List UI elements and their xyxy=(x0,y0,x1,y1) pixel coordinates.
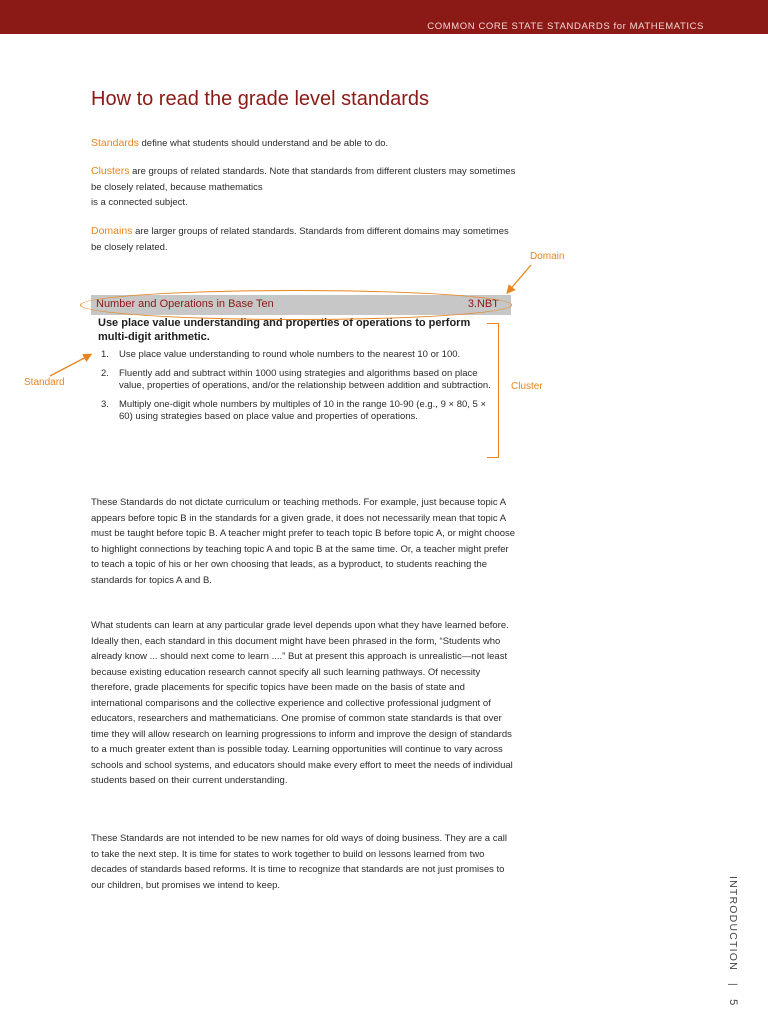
standard-item xyxy=(91,368,494,393)
standard-item xyxy=(91,399,494,424)
header-title-for: for xyxy=(613,21,627,32)
section-name: INTRODUCTION xyxy=(727,876,739,971)
cluster-bracket xyxy=(487,323,499,458)
header-bar xyxy=(0,0,768,34)
standard-callout-arrow xyxy=(50,355,90,376)
page-title: How to read the grade level standards xyxy=(91,88,429,110)
standards-list xyxy=(91,349,511,424)
definition-text-continued: is a connected subject. xyxy=(91,197,188,208)
header-title xyxy=(427,21,704,32)
body-paragraph-3: These Standards are not intended to be new names for old ways of doing business. They are a call to take the next step. It is time for states to work together to build on lessons learned from two decades of standards based reforms. It is time to recognize that standards are not just promises to our children, but promises we intend to keep. xyxy=(91,833,507,891)
cluster-heading: Use place value understanding and properties of operations to perform multi-digit arithmetic. xyxy=(98,317,471,343)
page-number: 5 xyxy=(727,999,739,1007)
definition-clusters xyxy=(91,164,521,211)
term-clusters: Clusters xyxy=(91,165,130,177)
standard-text: Use place value understanding to round whole numbers to the nearest 10 or 100. xyxy=(119,349,461,360)
body-paragraph-1: These Standards do not dictate curriculum or teaching methods. For example, just because topic A appears before topic B in the standards for a given grade, it does not necessarily mean that topic A must be taught before topic B. A teacher might prefer to teach topic B before topic A, or might choose to highlight connections by teaching topic A and topic B at the same time. Or, a teacher might prefer to teach a topic of his or her own choosing that leads, as a byproduct, to students reaching the standards for topics A and B. xyxy=(91,497,516,586)
header-title-main: COMMON CORE STATE STANDARDS xyxy=(427,21,611,32)
term-domains: Domains xyxy=(91,225,133,237)
header-title-subject: MATHEMATICS xyxy=(629,21,704,32)
definition-text: define what students should understand and be able to do. xyxy=(138,138,389,149)
definition-text: are larger groups of related standards. Standards from different domains may sometimes be closely related. xyxy=(91,226,509,253)
domain-name: Number and Operations in Base Ten xyxy=(96,298,274,310)
domain-code: 3.NBT xyxy=(467,298,499,310)
standard-item xyxy=(91,349,494,362)
section-footer xyxy=(727,876,739,1006)
footer-separator: | xyxy=(727,983,739,987)
definition-standards xyxy=(91,136,521,152)
definition-domains xyxy=(91,224,521,255)
standard-number: 2. xyxy=(101,367,109,379)
term-standards: Standards xyxy=(91,137,139,149)
definition-text: are groups of related standards. Note that standards from different clusters may sometimes be closely related, because mathematics xyxy=(91,166,516,193)
standard-text: Multiply one-digit whole numbers by multiples of 10 in the range 10-90 (e.g., 9 × 80, 5 × 60) using strategies based on place value and properties of operations. xyxy=(119,398,487,422)
domain-callout-label: Domain xyxy=(530,251,565,262)
standard-callout-label: Standard xyxy=(24,377,65,388)
standard-number: 3. xyxy=(101,398,109,410)
cluster-callout-label: Cluster xyxy=(511,381,543,392)
domain-highlight-oval xyxy=(80,290,512,320)
standard-text: Fluently add and subtract within 1000 using strategies and algorithms based on place value, properties of operations, and/or the relationship between addition and subtraction. xyxy=(119,367,491,391)
body-paragraph-2: What students can learn at any particular grade level depends upon what they have learned before. Ideally then, each standard in this document might have been phrased in the form, “Students who already know ... should next come to learn ....” But at present this approach is unrealistic—not least because existing education research cannot specify all such learning pathways. Of necessity therefore, grade placements for specific topics have been made on the basis of state and international comparisons and the collective experience and collective professional judgment of educators, researchers and mathematicians. One promise of common state standards is that over time they will allow research on learning progressions to inform and improve the design of standards to a much greater extent than is possible today. Learning opportunities will continue to vary across schools and school systems, and educators should make every effort to meet the needs of individual students based on their current understanding. xyxy=(91,620,513,786)
standard-number: 1. xyxy=(101,349,109,360)
domain-callout-arrow xyxy=(508,265,531,292)
